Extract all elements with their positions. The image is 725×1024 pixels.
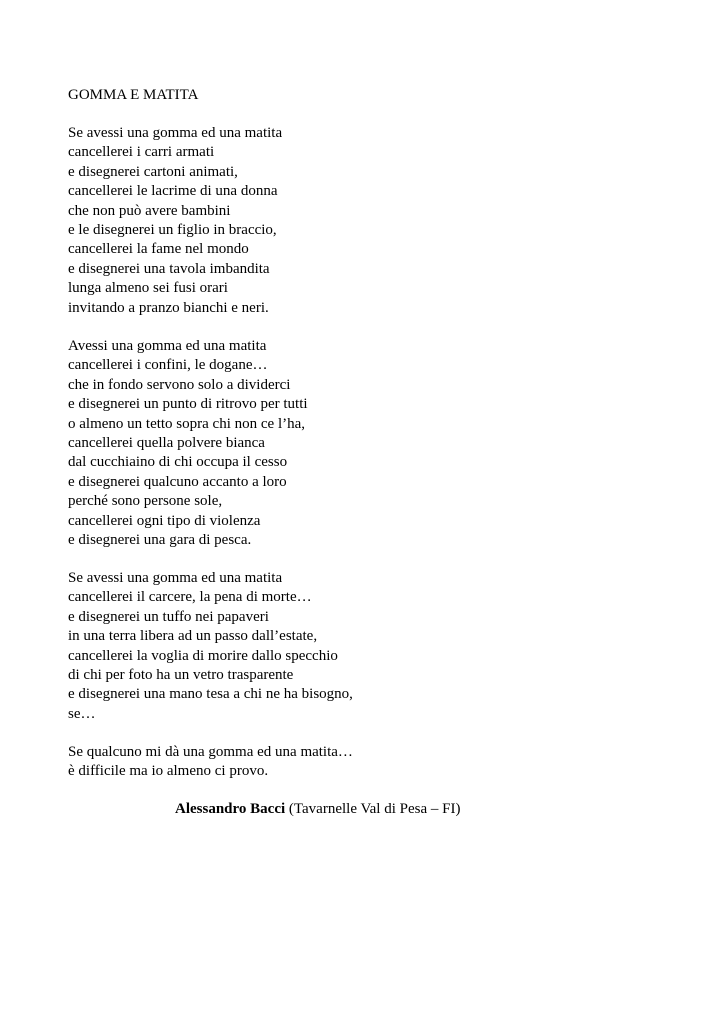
- poem-line: se…: [68, 705, 96, 722]
- poem-stanza-2: [68, 337, 308, 550]
- poem-line: che in fondo servono solo a dividerci: [68, 376, 291, 393]
- poem-line: cancellerei il carcere, la pena di morte…: [68, 589, 312, 606]
- poem-line: e disegnerei una tavola imbandita: [68, 260, 270, 277]
- signature: [175, 800, 460, 819]
- poem-line: Se avessi una gomma ed una matita: [68, 125, 283, 141]
- poem-stanza-4: [68, 743, 353, 782]
- poem-line: Avessi una gomma ed una matita: [68, 338, 267, 354]
- poem-line: cancellerei i confini, le dogane…: [68, 357, 268, 374]
- poem-line: lunga almeno sei fusi orari: [68, 280, 228, 297]
- poem-line: che non può avere bambini: [68, 202, 231, 219]
- poem-line: cancellerei i carri armati: [68, 144, 215, 161]
- poem-line: e disegnerei cartoni animati,: [68, 163, 238, 180]
- poem-line: Se avessi una gomma ed una matita: [68, 570, 283, 586]
- poem-line: di chi per foto ha un vetro trasparente: [68, 667, 294, 684]
- poem-line: in una terra libera ad un passo dall’estate,: [68, 628, 318, 645]
- author-place: (Tavarnelle Val di Pesa – FI): [288, 801, 461, 817]
- poem-stanza-1: [68, 124, 282, 318]
- poem-line: e disegnerei qualcuno accanto a loro: [68, 473, 287, 490]
- poem-title: GOMMA E MATITA: [68, 87, 199, 103]
- poem-line: e disegnerei una mano tesa a chi ne ha bisogno,: [68, 686, 353, 703]
- poem-line: e disegnerei un punto di ritrovo per tutti: [68, 396, 308, 413]
- poem-line: cancellerei ogni tipo di violenza: [68, 512, 261, 529]
- poem-line: e disegnerei una gara di pesca.: [68, 532, 252, 549]
- author-name: Alessandro Bacci: [175, 801, 286, 817]
- poem-line: è difficile ma io almeno ci provo.: [68, 763, 269, 780]
- poem-line: invitando a pranzo bianchi e neri.: [68, 299, 269, 316]
- poem-line: cancellerei quella polvere bianca: [68, 435, 265, 452]
- poem-line: o almeno un tetto sopra chi non ce l’ha,: [68, 415, 306, 432]
- poem-stanza-3: [68, 569, 353, 724]
- poem-line: cancellerei le lacrime di una donna: [68, 183, 278, 200]
- poem-line: Se qualcuno mi dà una gomma ed una matita…: [68, 744, 353, 760]
- poem-line: e disegnerei un tuffo nei papaveri: [68, 608, 269, 625]
- poem-line: e le disegnerei un figlio in braccio,: [68, 222, 277, 239]
- poem-line: perché sono persone sole,: [68, 493, 223, 510]
- poem-line: cancellerei la voglia di morire dallo specchio: [68, 647, 338, 664]
- poem-line: cancellerei la fame nel mondo: [68, 241, 249, 258]
- poem-line: dal cucchiaino di chi occupa il cesso: [68, 454, 288, 471]
